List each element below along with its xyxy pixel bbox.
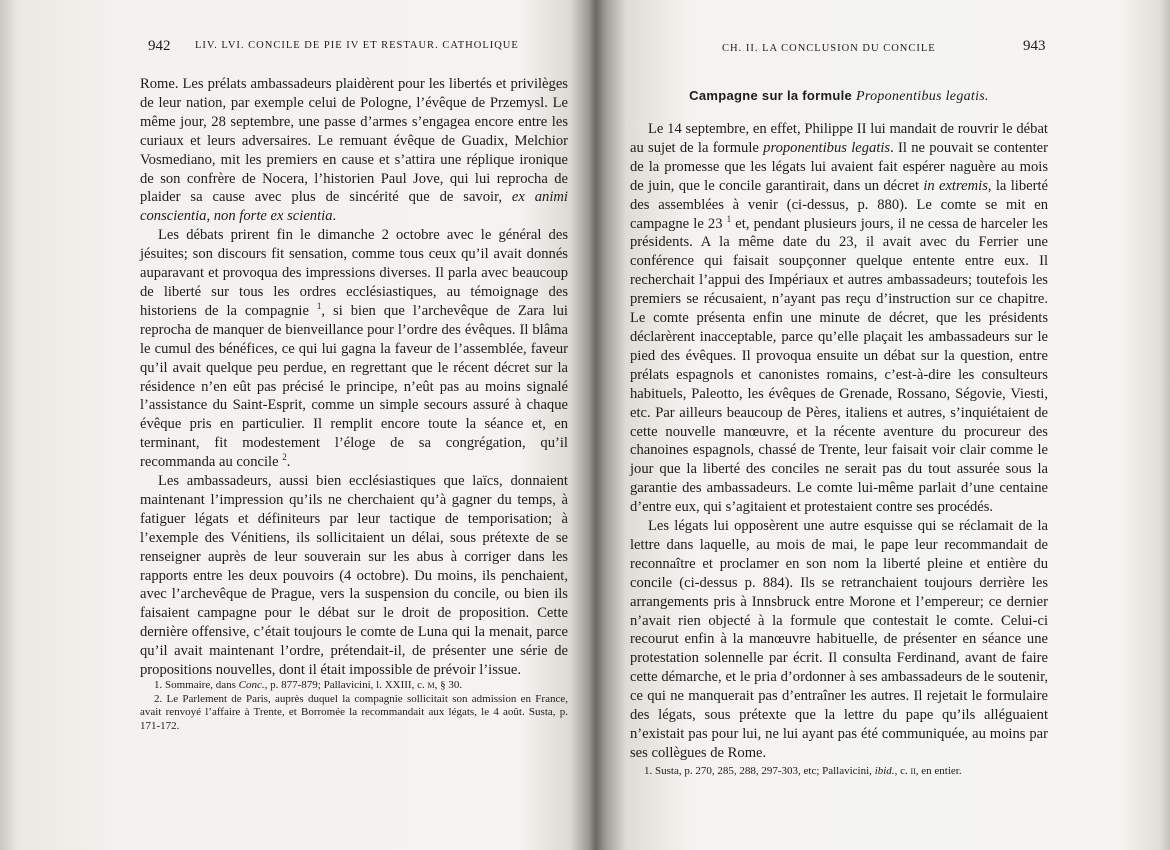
paragraph	[140, 472, 568, 680]
section-title-plain: Campagne sur la formule	[689, 88, 856, 103]
italic-text: proponentibus legatis	[763, 139, 891, 156]
section-title-italic: Proponentibus legatis.	[856, 89, 989, 104]
text-run: Les légats lui opposèrent une autre esquisse qui se réclamait de la lettre dans laquelle, au mois de mai, le pape leur recommandait de reconnaître et proclamer en son nom la liberté pleine et entière du concile (ci-dessus p. 884). Ils se retranchaient toujours derrière les arrangements pris à Innsbruck entre Morone et l’empereur; ce dernier n’avait rien objecté à la formule que contestait le comte. Celui-ci recourut enfin à la manœuvre habituelle, de présenter en séance une protestation solennelle par écrit. Il consulta Ferdinand, avant de faire cette démarche, et le pria d’ordonner à ses ambassadeurs de le soutenir, ce qui ne manquerait pas d’entraîner les autres. Il rejetait le formulaire des légats, sous prétexte que la lettre du pape qu’ils alléguaient n’existait pas pour lui, ne lui ayant pas été communiquée, au moins par ses collègues de Rome.	[630, 518, 1048, 761]
text-run: Rome. Les prélats ambassadeurs plaidèrent pour les libertés et privilèges de leur nation, par exemple celui de Pologne, l’évêque de Przemysl. Le même jour, 28 septembre, une passe d’armes s’engagea encore entre les curiaux et leurs adversaires. Le remuant évêque de Guadix, Melchior Vosmediano, mit les premiers en cause et s’attira une réplique ironique de son confrère de Nocera, l’historien Paul Jove, qui lui reprocha de plaider sa cause avec plus de sincérité que de savoir,	[140, 76, 568, 206]
running-head: LIV. LVI. CONCILE DE PIE IV ET RESTAUR. CATHOLIQUE	[195, 40, 519, 51]
paragraph	[140, 226, 568, 472]
paragraph	[140, 679, 568, 693]
footnote-ref: 2	[282, 452, 287, 463]
text-run: Les débats prirent fin le dimanche 2 octobre avec le général des jésuites; son discours fit sensation, comme tous ceux qu’il avait donnés auparavant et provoqua des impressions diverses. Il parla avec beaucoup de liberté sur tous les ordres ecclésiastiques, au témoignage des historiens de la compagnie	[140, 227, 568, 319]
text-run: 1. Susta, p. 270, 285, 288, 297-303, etc; Pallavicini,	[644, 765, 875, 777]
text-run: , p. 877-879; Pallavicini, l. XXIII, c.	[264, 679, 428, 691]
italic-text: in extremis	[923, 177, 988, 194]
footnote-ref: 1	[316, 301, 322, 312]
paragraph	[630, 517, 1048, 763]
paragraph	[630, 120, 1048, 517]
text-run: Le 14 septembre, en effet, Philippe II lui mandait de rouvrir le débat au sujet de la formule	[630, 121, 1048, 156]
right-page	[600, 0, 1170, 850]
paragraph	[630, 765, 1048, 779]
body-text	[630, 120, 1048, 763]
text-run: , si bien que l’archevêque de Zara lui reprocha de manquer de bienveillance pour l’ordre des évêques. Il blâma le cumul des bénéfices, ce qui lui gagna la faveur de l’assemblée, faveur qu’il avait quelque peu perdue, en regrettant que le récent décret sur la résidence n’en eût pas précisé le principe, n’eût pas au moins signalé l’assistance du Saint-Esprit, comme un simple secours assuré à chaque évêque pris en particulier. Il remplit encore toute la séance et, en terminant, fit modestement l’éloge de sa congrégation, qu’il recommanda au concile	[140, 302, 568, 471]
text-run: , c.	[894, 765, 911, 777]
text-run: Les ambassadeurs, aussi bien ecclésiastiques que laïcs, donnaient maintenant l’impression qu’ils ne cherchaient qu’à gagner du temps, à fatiguer légats et définiteurs par leur tactique de temporisation; à l’exemple des Vénitiens, ils sollicitaient un délai, sous prétexte de se renseigner auprès de leur souverain sur les abus à corriger dans les rapports entre les deux pouvoirs (4 octobre). Du moins, ils penchaient, avec l’archevêque de Prague, vers la suspension du concile, ou bien ils faisaient campagne pour le débat sur le droit de proposition. Cette dernière offensive, c’était toujours le comte de Luna qui la menait, parce qu’il avait maintenant l’ordre, prétendait-il, de présenter une série de propositions nouvelles, dont il était impossible de prévoir l’issue.	[140, 473, 568, 679]
footnote-ref: 1	[726, 213, 732, 224]
page-number: 943	[1023, 38, 1046, 54]
running-head: CH. II. LA CONCLUSION DU CONCILE	[722, 43, 936, 54]
text-run: , § 30.	[434, 679, 463, 691]
section-title	[630, 88, 1048, 105]
roman-numeral: m	[427, 679, 435, 691]
italic-text: ibid.	[874, 765, 895, 777]
footnotes	[630, 765, 1048, 779]
text-run: .	[286, 454, 291, 471]
text-run: , en entier.	[915, 765, 962, 777]
text-run: . Il ne pouvait se contenter de la promesse que les légats lui avaient fait espérer naguère au mois de juin, que le concile garantirait, dans un décret	[630, 139, 1048, 194]
italic-text: Conc.	[238, 679, 265, 691]
italic-text: ex animi conscientia, non forte ex scientia	[140, 189, 568, 225]
page-number: 942	[148, 38, 171, 54]
paragraph	[140, 693, 568, 734]
body-text	[140, 75, 568, 680]
footnotes	[140, 679, 568, 733]
text-run: , la liberté des assemblées à venir (ci-dessus, p. 880). Le comte se mit en campagne le 23	[630, 177, 1048, 232]
text-run: .	[332, 208, 337, 225]
text-run: et, pendant plusieurs jours, il ne cessa de harceler les présidents. A la même date du 23, il avait avec du Ferrier une conférence qui faisait soupçonner quelque entente entre eux. Il recherchait l’appui des Impériaux et autres ambassadeurs; toutefois les premiers se récusaient, n’ayant pas reçu d’instruction sur ce chapitre. Le comte présenta enfin une minute de décret, que les présidents déclarèrent inacceptable, parce qu’elle plaçait les ambassadeurs sur le pied des évêques. Il provoqua ensuite un débat sur la question, entre prélats espagnols et canonistes romains, c’est-à-dire les consulteurs habituels, Paleotto, les évêques de Grenade, Rossano, Ségovie, Viesti, etc. Par ailleurs beaucoup de Pères, italiens et autres, s’inquiétaient de cette nouvelle manœuvre, et la récente aventure du procureur des chanoines espagnols, chassé de Trente, leur faisait voir clair comme le jour que la liberté des conciles ne serait pas du tout assurée sous la garantie des ambassadeurs. Le comte lui-même parlait d’une centaine d’entre eux, qui s’agitaient et protestaient contre ses procédés.	[630, 215, 1048, 516]
paragraph	[140, 75, 568, 226]
text-run: 2. Le Parlement de Paris, auprès duquel la compagnie sollicitait son admission en France, avait renvoyé l’affaire à Trente, et Borromée la recommandait aux légats, le 4 août. Susta, p. 171-172.	[140, 692, 568, 732]
roman-numeral: ii	[910, 765, 916, 777]
text-run: 1. Sommaire, dans	[154, 679, 239, 691]
